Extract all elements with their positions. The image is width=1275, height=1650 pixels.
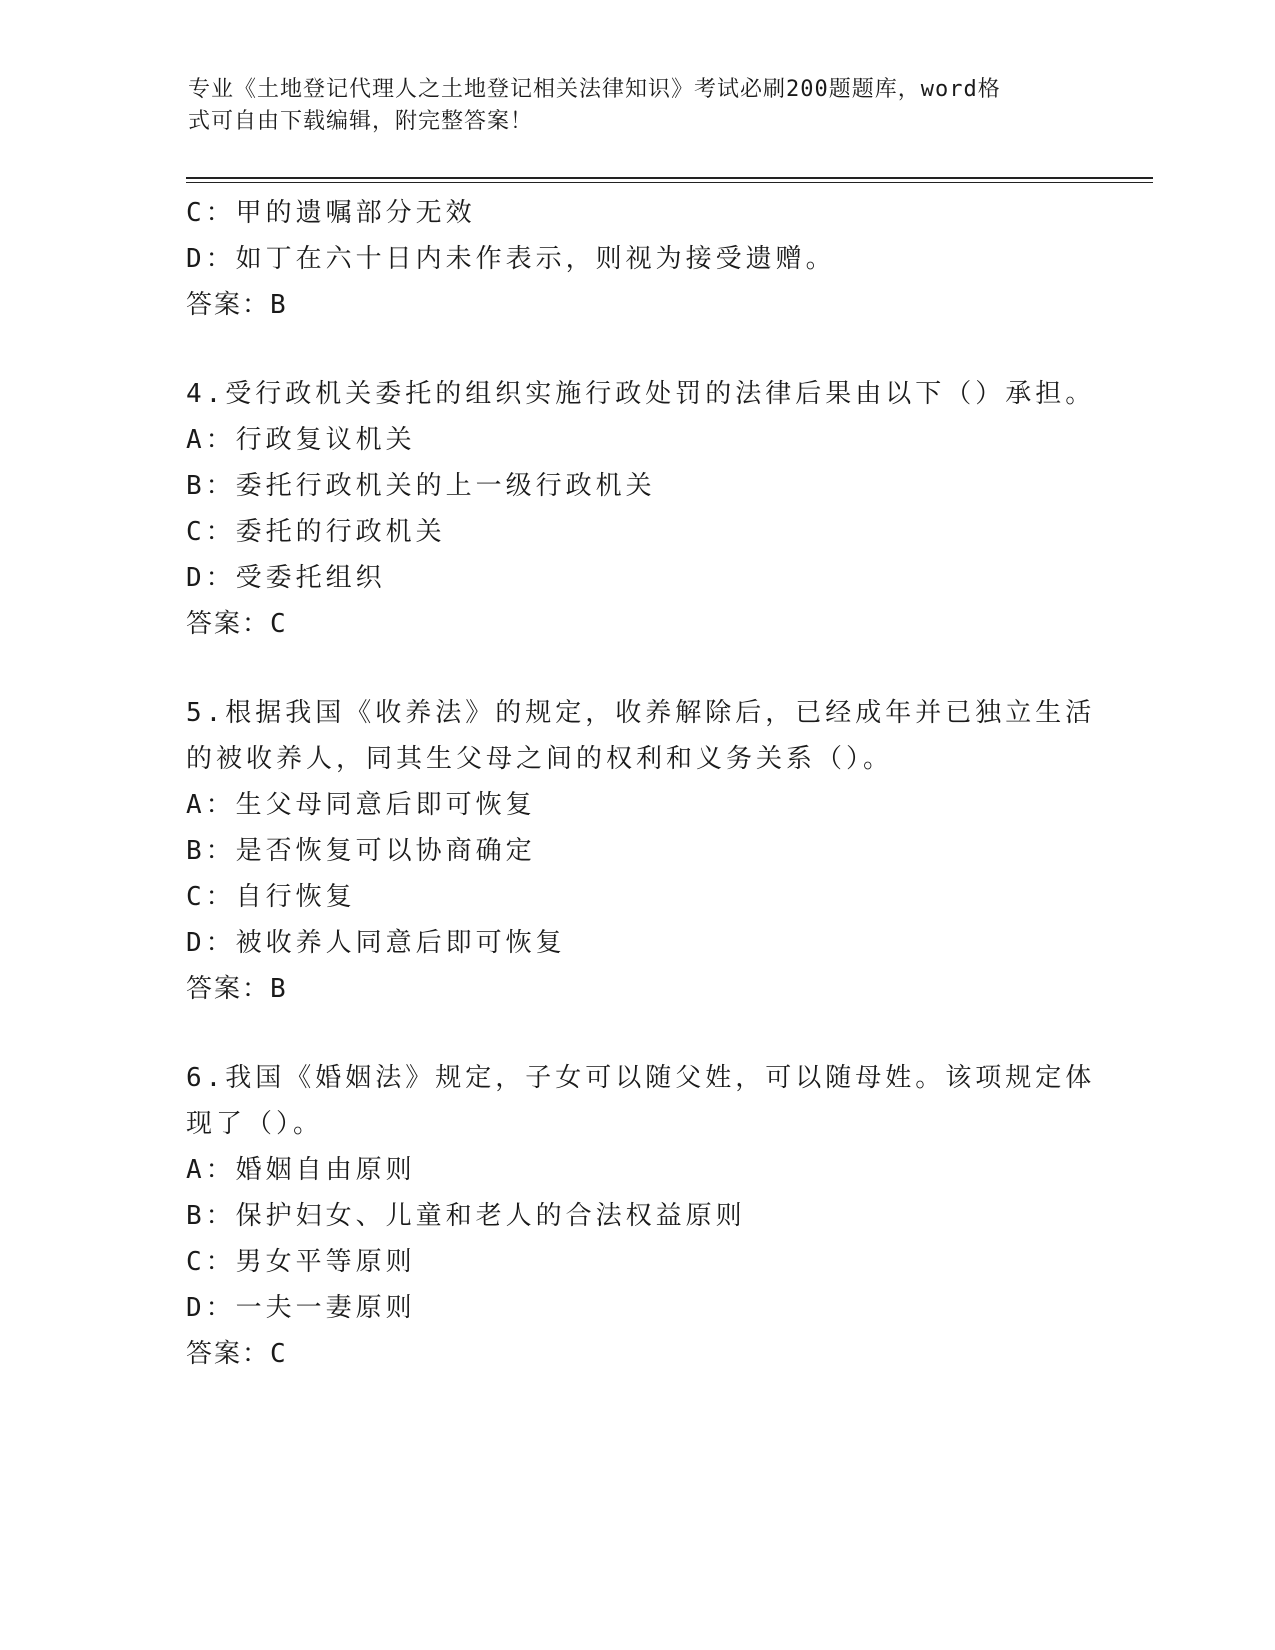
answer: 答案：B xyxy=(186,290,288,320)
option-c: C：甲的遗嘱部分无效 xyxy=(186,198,476,228)
question-text-line-2: 现了（）。 xyxy=(186,1109,324,1139)
answer: 答案：C xyxy=(186,1339,288,1369)
header-divider-thick xyxy=(186,177,1153,179)
header-divider-thin xyxy=(186,182,1153,183)
question-4 xyxy=(186,371,1096,647)
question-text-line-1: 6.我国《婚姻法》规定，子女可以随父姓，可以随母姓。该项规定体 xyxy=(186,1063,1096,1093)
question-list xyxy=(186,190,1096,1377)
option-a: A：生父母同意后即可恢复 xyxy=(186,790,536,820)
question-text-line-2: 的被收养人，同其生父母之间的权利和义务关系（）。 xyxy=(186,744,894,774)
option-b: B：保护妇女、儿童和老人的合法权益原则 xyxy=(186,1201,746,1231)
question-3-tail xyxy=(186,190,1086,328)
option-b: B：委托行政机关的上一级行政机关 xyxy=(186,471,656,501)
question-5 xyxy=(186,690,1096,1012)
document-header xyxy=(188,74,1068,138)
option-a: A：婚姻自由原则 xyxy=(186,1155,416,1185)
question-text: 4.受行政机关委托的组织实施行政处罚的法律后果由以下（）承担。 xyxy=(186,379,1096,409)
option-d: D：一夫一妻原则 xyxy=(186,1293,416,1323)
answer: 答案：C xyxy=(186,609,288,639)
option-d: D：被收养人同意后即可恢复 xyxy=(186,928,566,958)
header-line-1: 专业《土地登记代理人之土地登记相关法律知识》考试必刷200题题库，word格 xyxy=(188,77,1001,102)
option-d: D：受委托组织 xyxy=(186,563,386,593)
option-c: C：委托的行政机关 xyxy=(186,517,446,547)
option-a: A：行政复议机关 xyxy=(186,425,416,455)
answer: 答案：B xyxy=(186,974,288,1004)
option-c: C：自行恢复 xyxy=(186,882,356,912)
option-b: B：是否恢复可以协商确定 xyxy=(186,836,536,866)
question-text-line-1: 5.根据我国《收养法》的规定，收养解除后，已经成年并已独立生活 xyxy=(186,698,1096,728)
header-line-2: 式可自由下载编辑，附完整答案！ xyxy=(188,109,534,134)
option-d: D：如丁在六十日内未作表示，则视为接受遗赠。 xyxy=(186,244,836,274)
question-6 xyxy=(186,1055,1096,1377)
option-c: C：男女平等原则 xyxy=(186,1247,416,1277)
